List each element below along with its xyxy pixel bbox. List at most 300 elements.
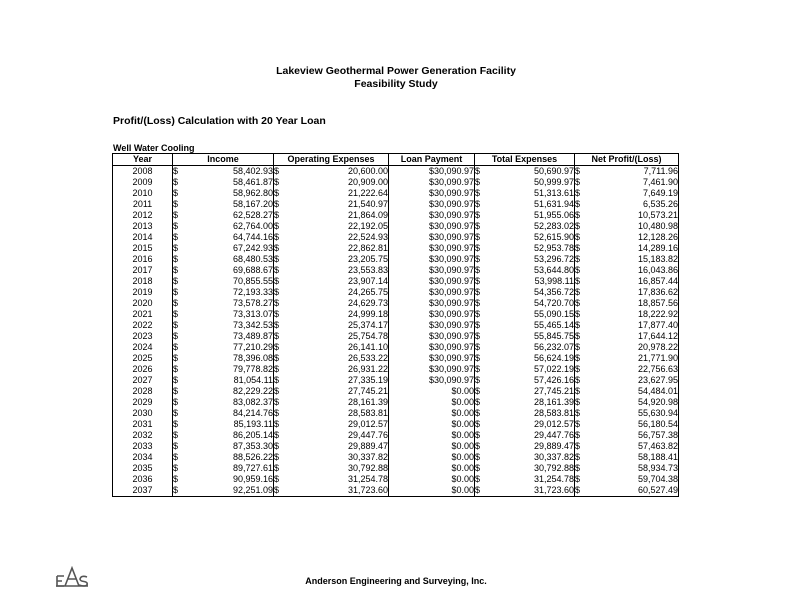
currency-symbol: $ — [575, 276, 581, 286]
currency-symbol: $ — [575, 441, 581, 451]
table-row — [113, 364, 679, 375]
income-cell: 84,214.76 — [193, 408, 274, 419]
income-cell: 64,744.16 — [193, 232, 274, 243]
operating-expenses-cell: 20,600.00 — [294, 166, 389, 178]
table-row — [113, 309, 679, 320]
income-cell: 87,353.30 — [193, 441, 274, 452]
income-cell: 92,251.09 — [193, 485, 274, 497]
year-cell: 2034 — [113, 452, 173, 463]
currency-symbol: $ — [575, 232, 581, 242]
net-profit-cell: 10,573.21 — [595, 210, 679, 221]
income-cell: 90,959.16 — [193, 474, 274, 485]
operating-expenses-cell: 29,012.57 — [294, 419, 389, 430]
operating-expenses-cell: 31,723.60 — [294, 485, 389, 497]
table-row — [113, 419, 679, 430]
year-cell: 2029 — [113, 397, 173, 408]
currency-symbol: $ — [173, 232, 179, 242]
total-expenses-cell: 54,356.72 — [495, 287, 575, 298]
currency-symbol: $ — [274, 397, 280, 407]
net-profit-cell: 56,180.54 — [595, 419, 679, 430]
currency-symbol: $ — [575, 265, 581, 275]
operating-expenses-cell: 26,141.10 — [294, 342, 389, 353]
currency-symbol: $ — [475, 320, 481, 330]
net-profit-cell: 10,480.98 — [595, 221, 679, 232]
income-cell: 58,461.87 — [193, 177, 274, 188]
income-cell: 82,229.22 — [193, 386, 274, 397]
operating-expenses-cell: 28,583.81 — [294, 408, 389, 419]
currency-symbol: $ — [274, 375, 280, 385]
currency-symbol: $ — [475, 452, 481, 462]
currency-symbol: $ — [475, 287, 481, 297]
currency-symbol: $ — [173, 210, 179, 220]
currency-symbol: $ — [274, 309, 280, 319]
income-cell: 72,193.33 — [193, 287, 274, 298]
currency-symbol: $ — [575, 210, 581, 220]
currency-symbol: $ — [575, 419, 581, 429]
total-expenses-cell: 55,845.75 — [495, 331, 575, 342]
loan-payment-cell: $30,090.97 — [389, 331, 475, 342]
currency-symbol: $ — [475, 331, 481, 341]
total-expenses-cell: 52,615.90 — [495, 232, 575, 243]
currency-symbol: $ — [274, 364, 280, 374]
total-expenses-cell: 31,723.60 — [495, 485, 575, 497]
currency-symbol: $ — [475, 199, 481, 209]
year-cell: 2022 — [113, 320, 173, 331]
loan-payment-cell: $0.00 — [389, 386, 475, 397]
currency-symbol: $ — [575, 221, 581, 231]
currency-symbol: $ — [274, 463, 280, 473]
currency-symbol: $ — [475, 485, 481, 495]
year-cell: 2037 — [113, 485, 173, 497]
operating-expenses-cell: 26,931.22 — [294, 364, 389, 375]
operating-expenses-cell: 24,629.73 — [294, 298, 389, 309]
currency-symbol: $ — [274, 452, 280, 462]
currency-symbol: $ — [475, 474, 481, 484]
loan-payment-cell: $30,090.97 — [389, 221, 475, 232]
currency-symbol: $ — [274, 320, 280, 330]
currency-symbol: $ — [475, 397, 481, 407]
operating-expenses-cell: 22,524.93 — [294, 232, 389, 243]
currency-symbol: $ — [274, 342, 280, 352]
currency-symbol: $ — [475, 221, 481, 231]
year-cell: 2032 — [113, 430, 173, 441]
currency-symbol: $ — [173, 309, 179, 319]
loan-payment-cell: $30,090.97 — [389, 320, 475, 331]
currency-symbol: $ — [173, 474, 179, 484]
loan-payment-cell: $0.00 — [389, 485, 475, 497]
total-expenses-cell: 52,953.78 — [495, 243, 575, 254]
total-expenses-cell: 53,296.72 — [495, 254, 575, 265]
net-profit-cell: 17,877.40 — [595, 320, 679, 331]
year-cell: 2027 — [113, 375, 173, 386]
net-profit-cell: 16,043.86 — [595, 265, 679, 276]
currency-symbol: $ — [173, 320, 179, 330]
income-cell: 62,764.00 — [193, 221, 274, 232]
income-cell: 81,054.11 — [193, 375, 274, 386]
year-cell: 2036 — [113, 474, 173, 485]
table-row — [113, 287, 679, 298]
loan-payment-cell: $30,090.97 — [389, 287, 475, 298]
net-profit-cell: 54,484.01 — [595, 386, 679, 397]
total-expenses-cell: 54,720.70 — [495, 298, 575, 309]
currency-symbol: $ — [274, 485, 280, 495]
currency-symbol: $ — [575, 375, 581, 385]
total-expenses-cell: 51,955.06 — [495, 210, 575, 221]
income-cell: 58,167.20 — [193, 199, 274, 210]
net-profit-cell: 58,188.41 — [595, 452, 679, 463]
table-row — [113, 221, 679, 232]
year-cell: 2010 — [113, 188, 173, 199]
document-title: Lakeview Geothermal Power Generation Facility — [276, 65, 516, 77]
total-expenses-cell: 51,313.61 — [495, 188, 575, 199]
currency-symbol: $ — [173, 177, 179, 187]
currency-symbol: $ — [475, 177, 481, 187]
loan-payment-cell: $30,090.97 — [389, 353, 475, 364]
total-expenses-cell: 29,889.47 — [495, 441, 575, 452]
loan-payment-cell: $30,090.97 — [389, 342, 475, 353]
operating-expenses-cell: 30,792.88 — [294, 463, 389, 474]
income-cell: 83,082.37 — [193, 397, 274, 408]
currency-symbol: $ — [173, 188, 179, 198]
currency-symbol: $ — [575, 485, 581, 495]
currency-symbol: $ — [173, 221, 179, 231]
currency-symbol: $ — [475, 375, 481, 385]
header-operating-expenses: Operating Expenses — [274, 154, 389, 166]
year-cell: 2012 — [113, 210, 173, 221]
year-cell: 2009 — [113, 177, 173, 188]
currency-symbol: $ — [475, 463, 481, 473]
net-profit-cell: 17,644.12 — [595, 331, 679, 342]
currency-symbol: $ — [475, 265, 481, 275]
table-row — [113, 375, 679, 386]
currency-symbol: $ — [575, 298, 581, 308]
loan-payment-cell: $30,090.97 — [389, 232, 475, 243]
net-profit-cell: 57,463.82 — [595, 441, 679, 452]
currency-symbol: $ — [475, 243, 481, 253]
table-row — [113, 166, 679, 178]
currency-symbol: $ — [274, 265, 280, 275]
net-profit-cell: 22,756.63 — [595, 364, 679, 375]
currency-symbol: $ — [575, 430, 581, 440]
currency-symbol: $ — [274, 430, 280, 440]
currency-symbol: $ — [575, 408, 581, 418]
loan-payment-cell: $30,090.97 — [389, 188, 475, 199]
currency-symbol: $ — [575, 463, 581, 473]
income-cell: 85,193.11 — [193, 419, 274, 430]
currency-symbol: $ — [575, 309, 581, 319]
year-cell: 2016 — [113, 254, 173, 265]
loan-payment-cell: $30,090.97 — [389, 254, 475, 265]
operating-expenses-cell: 21,540.97 — [294, 199, 389, 210]
income-cell: 73,578.27 — [193, 298, 274, 309]
currency-symbol: $ — [475, 408, 481, 418]
net-profit-cell: 7,649.19 — [595, 188, 679, 199]
currency-symbol: $ — [475, 430, 481, 440]
loan-payment-cell: $30,090.97 — [389, 298, 475, 309]
currency-symbol: $ — [173, 430, 179, 440]
total-expenses-cell: 30,792.88 — [495, 463, 575, 474]
currency-symbol: $ — [475, 254, 481, 264]
year-cell: 2018 — [113, 276, 173, 287]
loan-payment-cell: $30,090.97 — [389, 265, 475, 276]
table-row — [113, 276, 679, 287]
year-cell: 2011 — [113, 199, 173, 210]
total-expenses-cell: 55,465.14 — [495, 320, 575, 331]
net-profit-cell: 21,771.90 — [595, 353, 679, 364]
year-cell: 2021 — [113, 309, 173, 320]
total-expenses-cell: 31,254.78 — [495, 474, 575, 485]
total-expenses-cell: 50,999.97 — [495, 177, 575, 188]
table-row — [113, 298, 679, 309]
company-footer: Anderson Engineering and Surveying, Inc. — [305, 576, 487, 586]
table-row — [113, 430, 679, 441]
total-expenses-cell: 28,161.39 — [495, 397, 575, 408]
currency-symbol: $ — [575, 386, 581, 396]
net-profit-cell: 12,128.26 — [595, 232, 679, 243]
operating-expenses-cell: 27,745.21 — [294, 386, 389, 397]
year-cell: 2008 — [113, 166, 173, 178]
net-profit-cell: 59,704.38 — [595, 474, 679, 485]
income-cell: 73,342.53 — [193, 320, 274, 331]
income-cell: 62,528.27 — [193, 210, 274, 221]
header-year: Year — [113, 154, 173, 166]
table-row — [113, 331, 679, 342]
currency-symbol: $ — [274, 441, 280, 451]
table-row — [113, 320, 679, 331]
net-profit-cell: 55,630.94 — [595, 408, 679, 419]
currency-symbol: $ — [475, 210, 481, 220]
year-cell: 2026 — [113, 364, 173, 375]
total-expenses-cell: 56,624.19 — [495, 353, 575, 364]
income-cell: 88,526.22 — [193, 452, 274, 463]
currency-symbol: $ — [274, 188, 280, 198]
loan-payment-cell: $0.00 — [389, 452, 475, 463]
net-profit-cell: 18,222.92 — [595, 309, 679, 320]
currency-symbol: $ — [173, 386, 179, 396]
net-profit-cell: 54,920.98 — [595, 397, 679, 408]
total-expenses-cell: 51,631.94 — [495, 199, 575, 210]
table-row — [113, 199, 679, 210]
currency-symbol: $ — [575, 166, 581, 176]
table-row — [113, 397, 679, 408]
loan-payment-cell: $30,090.97 — [389, 309, 475, 320]
currency-symbol: $ — [475, 419, 481, 429]
currency-symbol: $ — [575, 199, 581, 209]
income-cell: 73,313.07 — [193, 309, 274, 320]
currency-symbol: $ — [274, 221, 280, 231]
operating-expenses-cell: 29,889.47 — [294, 441, 389, 452]
currency-symbol: $ — [173, 199, 179, 209]
total-expenses-cell: 57,022.19 — [495, 364, 575, 375]
currency-symbol: $ — [475, 342, 481, 352]
income-cell: 79,778.82 — [193, 364, 274, 375]
operating-expenses-cell: 22,192.05 — [294, 221, 389, 232]
currency-symbol: $ — [173, 287, 179, 297]
income-cell: 78,396.08 — [193, 353, 274, 364]
header-net-profit: Net Profit/(Loss) — [575, 154, 679, 166]
year-cell: 2013 — [113, 221, 173, 232]
loan-payment-cell: $30,090.97 — [389, 364, 475, 375]
total-expenses-cell: 53,998.11 — [495, 276, 575, 287]
currency-symbol: $ — [274, 232, 280, 242]
year-cell: 2015 — [113, 243, 173, 254]
currency-symbol: $ — [274, 474, 280, 484]
total-expenses-cell: 57,426.16 — [495, 375, 575, 386]
currency-symbol: $ — [575, 342, 581, 352]
operating-expenses-cell: 24,265.75 — [294, 287, 389, 298]
currency-symbol: $ — [475, 232, 481, 242]
currency-symbol: $ — [173, 485, 179, 495]
currency-symbol: $ — [575, 177, 581, 187]
year-cell: 2020 — [113, 298, 173, 309]
year-cell: 2031 — [113, 419, 173, 430]
currency-symbol: $ — [173, 397, 179, 407]
loan-payment-cell: $0.00 — [389, 463, 475, 474]
income-cell: 68,480.53 — [193, 254, 274, 265]
table-row — [113, 386, 679, 397]
net-profit-cell: 56,757.38 — [595, 430, 679, 441]
total-expenses-cell: 30,337.82 — [495, 452, 575, 463]
table-row — [113, 243, 679, 254]
currency-symbol: $ — [173, 254, 179, 264]
document-subtitle: Feasibility Study — [354, 78, 438, 90]
currency-symbol: $ — [173, 408, 179, 418]
currency-symbol: $ — [274, 166, 280, 176]
net-profit-cell: 23,627.95 — [595, 375, 679, 386]
currency-symbol: $ — [173, 452, 179, 462]
table-row — [113, 353, 679, 364]
currency-symbol: $ — [173, 265, 179, 275]
table-row — [113, 474, 679, 485]
loan-payment-cell: $0.00 — [389, 397, 475, 408]
table-row — [113, 265, 679, 276]
header-loan-payment: Loan Payment — [389, 154, 475, 166]
loan-payment-cell: $30,090.97 — [389, 177, 475, 188]
net-profit-cell: 17,836.62 — [595, 287, 679, 298]
currency-symbol: $ — [173, 353, 179, 363]
year-cell: 2028 — [113, 386, 173, 397]
currency-symbol: $ — [274, 298, 280, 308]
income-cell: 67,242.93 — [193, 243, 274, 254]
operating-expenses-cell: 30,337.82 — [294, 452, 389, 463]
currency-symbol: $ — [173, 298, 179, 308]
net-profit-cell: 14,289.16 — [595, 243, 679, 254]
loan-payment-cell: $30,090.97 — [389, 276, 475, 287]
income-cell: 58,402.93 — [193, 166, 274, 178]
currency-symbol: $ — [274, 408, 280, 418]
income-cell: 69,688.67 — [193, 265, 274, 276]
loan-payment-cell: $30,090.97 — [389, 199, 475, 210]
operating-expenses-cell: 21,222.64 — [294, 188, 389, 199]
operating-expenses-cell: 24,999.18 — [294, 309, 389, 320]
year-cell: 2025 — [113, 353, 173, 364]
currency-symbol: $ — [475, 441, 481, 451]
currency-symbol: $ — [575, 243, 581, 253]
currency-symbol: $ — [274, 353, 280, 363]
table-row — [113, 408, 679, 419]
operating-expenses-cell: 23,907.14 — [294, 276, 389, 287]
operating-expenses-cell: 26,533.22 — [294, 353, 389, 364]
year-cell: 2024 — [113, 342, 173, 353]
net-profit-cell: 6,535.26 — [595, 199, 679, 210]
header-total-expenses: Total Expenses — [475, 154, 575, 166]
operating-expenses-cell: 20,909.00 — [294, 177, 389, 188]
currency-symbol: $ — [274, 287, 280, 297]
operating-expenses-cell: 21,864.09 — [294, 210, 389, 221]
table-row — [113, 210, 679, 221]
net-profit-cell: 20,978.22 — [595, 342, 679, 353]
table-row — [113, 452, 679, 463]
net-profit-cell: 58,934.73 — [595, 463, 679, 474]
currency-symbol: $ — [274, 386, 280, 396]
year-cell: 2017 — [113, 265, 173, 276]
loan-payment-cell: $30,090.97 — [389, 243, 475, 254]
loan-payment-cell: $0.00 — [389, 419, 475, 430]
currency-symbol: $ — [575, 397, 581, 407]
operating-expenses-cell: 23,205.75 — [294, 254, 389, 265]
operating-expenses-cell: 31,254.78 — [294, 474, 389, 485]
total-expenses-cell: 29,447.76 — [495, 430, 575, 441]
table-row — [113, 232, 679, 243]
profit-loss-table — [112, 153, 679, 497]
table-row — [113, 485, 679, 497]
loan-payment-cell: $0.00 — [389, 430, 475, 441]
currency-symbol: $ — [173, 276, 179, 286]
table-header-row — [113, 154, 679, 166]
currency-symbol: $ — [575, 254, 581, 264]
section-title: Profit/(Loss) Calculation with 20 Year Loan — [113, 115, 326, 127]
currency-symbol: $ — [475, 386, 481, 396]
year-cell: 2030 — [113, 408, 173, 419]
net-profit-cell: 15,183.82 — [595, 254, 679, 265]
currency-symbol: $ — [475, 166, 481, 176]
net-profit-cell: 16,857.44 — [595, 276, 679, 287]
loan-payment-cell: $30,090.97 — [389, 166, 475, 178]
currency-symbol: $ — [173, 463, 179, 473]
income-cell: 58,962.80 — [193, 188, 274, 199]
currency-symbol: $ — [274, 276, 280, 286]
operating-expenses-cell: 28,161.39 — [294, 397, 389, 408]
currency-symbol: $ — [274, 419, 280, 429]
net-profit-cell: 7,711.96 — [595, 166, 679, 178]
currency-symbol: $ — [575, 353, 581, 363]
total-expenses-cell: 28,583.81 — [495, 408, 575, 419]
currency-symbol: $ — [475, 276, 481, 286]
currency-symbol: $ — [475, 353, 481, 363]
year-cell: 2035 — [113, 463, 173, 474]
income-cell: 86,205.14 — [193, 430, 274, 441]
operating-expenses-cell: 25,374.17 — [294, 320, 389, 331]
year-cell: 2014 — [113, 232, 173, 243]
table-row — [113, 254, 679, 265]
table-row — [113, 342, 679, 353]
total-expenses-cell: 50,690.97 — [495, 166, 575, 178]
currency-symbol: $ — [173, 166, 179, 176]
currency-symbol: $ — [274, 199, 280, 209]
total-expenses-cell: 56,232.07 — [495, 342, 575, 353]
table-row — [113, 177, 679, 188]
year-cell: 2019 — [113, 287, 173, 298]
currency-symbol: $ — [173, 243, 179, 253]
currency-symbol: $ — [274, 177, 280, 187]
currency-symbol: $ — [173, 331, 179, 341]
subsection-title: Well Water Cooling — [113, 143, 195, 153]
currency-symbol: $ — [575, 452, 581, 462]
total-expenses-cell: 29,012.57 — [495, 419, 575, 430]
net-profit-cell: 18,857.56 — [595, 298, 679, 309]
table-row — [113, 463, 679, 474]
currency-symbol: $ — [575, 331, 581, 341]
